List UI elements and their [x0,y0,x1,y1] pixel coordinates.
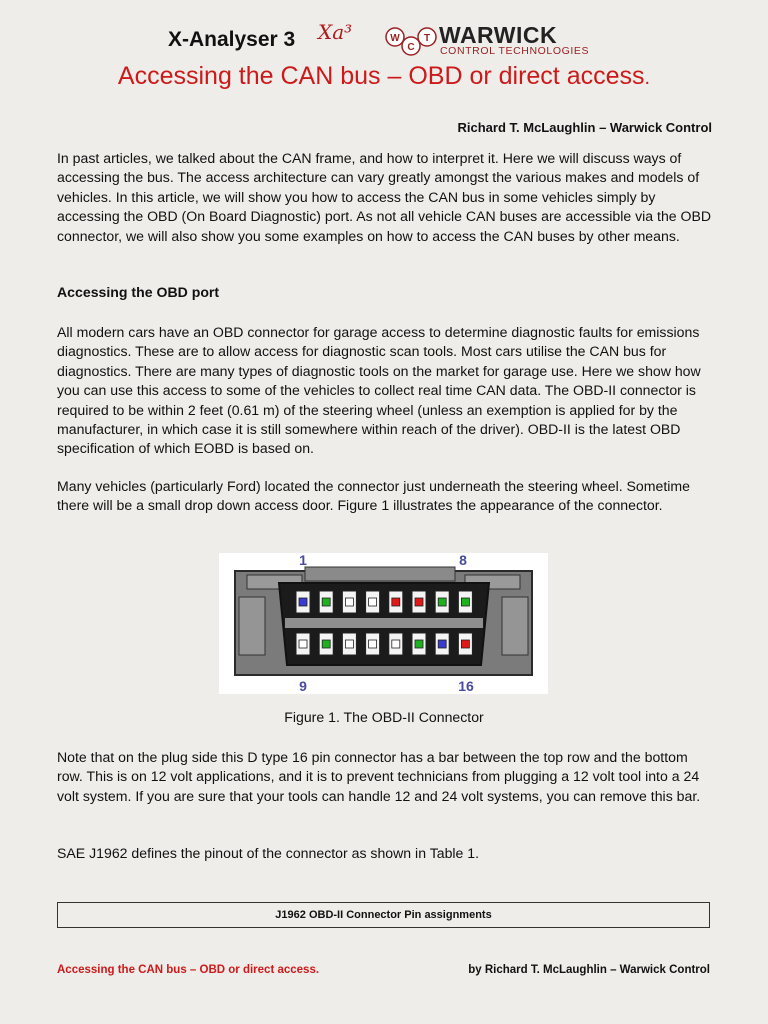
housing-ear-right [502,597,528,655]
housing-ear-left [239,597,265,655]
pin-9-color [299,640,307,648]
pin-label-9: 9 [299,678,307,694]
center-bar [285,618,483,628]
pin-15-color [438,640,446,648]
obd-connector-figure [219,553,548,694]
page-title-text: Accessing the CAN bus – OBD or direct access [117,62,645,90]
pin-6-color [415,598,423,606]
pin-3-color [345,598,353,606]
pin-14-color [415,640,423,648]
sae-paragraph: SAE J1962 defines the pinout of the connector as shown in Table 1. [57,845,480,861]
pin-label-1: 1 [299,553,307,568]
logo-letter-c: C [407,42,415,53]
pin-label-16: 16 [458,678,474,694]
pin-10-color [322,640,330,648]
product-mark: Xa³ [318,20,353,44]
housing-top-ridge [305,567,455,581]
location-paragraph: Many vehicles (particularly Ford) located the connector just underneath the steering wheel. Sometime there will be a small drop down access door. Figure 1 illustrates the appearance of the connector. [57,478,690,514]
brand-subtitle: CONTROL TECHNOLOGIES [440,45,590,57]
figure-caption: Figure 1. The OBD-II Connector [284,709,484,725]
page-title [0,62,768,91]
pin-11-color [345,640,353,648]
pin-1-color [299,598,307,606]
footer-title: Accessing the CAN bus – OBD or direct access. [57,964,320,976]
footer-author: by Richard T. McLaughlin – Warwick Control [468,964,710,976]
product-name: X-Analyser 3 [168,28,296,51]
section-heading: Accessing the OBD port [57,284,220,300]
brand-name: WARWICK [439,22,558,48]
pin-2-color [322,598,330,606]
bar-note-paragraph: Note that on the plug side this D type 16 pin connector has a bar between the top row and the bottom row. This is on 12 volt applications, and it is to prevent technicians from plugging a 12 volt tool into a 24 volt system. If you are sure that your tools can handle 12 and 24 volt systems, you can remove this bar. [57,749,701,804]
page-title-end: . [644,67,651,89]
pin-16-color [461,640,469,648]
logo-letter-t: T [423,33,431,44]
pin-4-color [369,598,377,606]
pin-7-color [438,598,446,606]
pin-5-color [392,598,400,606]
author-line: Richard T. McLaughlin – Warwick Control [457,120,712,135]
intro-paragraph: In past articles, we talked about the CAN frame, and how to interpret it. Here we will discuss ways of accessing the bus. The access architecture can vary greatly amongst the various makes and models of vehicles. In this article, we will show you how to access the CAN bus in some vehicles simply by accessing the OBD (On Board Diagnostic) port. As not all vehicle CAN buses are accessible via the OBD connector, we will also show you some examples on how to access the CAN buses by other means. [57,150,712,244]
logo-letter-w: W [390,33,400,44]
obd-port-paragraph: All modern cars have an OBD connector for garage access to determine diagnostic faults for emissions diagnostics. These are to allow access for diagnostic scan tools. Most cars utilise the CAN bus for diagnostics. There are many types of diagnostic tools on the market for garage use. Here we show how you can use this access to some of the vehicles to collect real time CAN data. The OBD-II connector is required to be within 2 feet (0.61 m) of the steering wheel (unless an exemption is applied for by the manufacturer, in which case it is still somewhere within reach of the driver). OBD-II is the latest OBD specification of which EOBD is based on. [57,324,701,457]
pin-12-color [369,640,377,648]
pin-assignment-table-caption: J1962 OBD-II Connector Pin assignments [57,902,710,928]
pin-13-color [392,640,400,648]
pin-label-8: 8 [459,553,467,568]
pin-8-color [461,598,469,606]
